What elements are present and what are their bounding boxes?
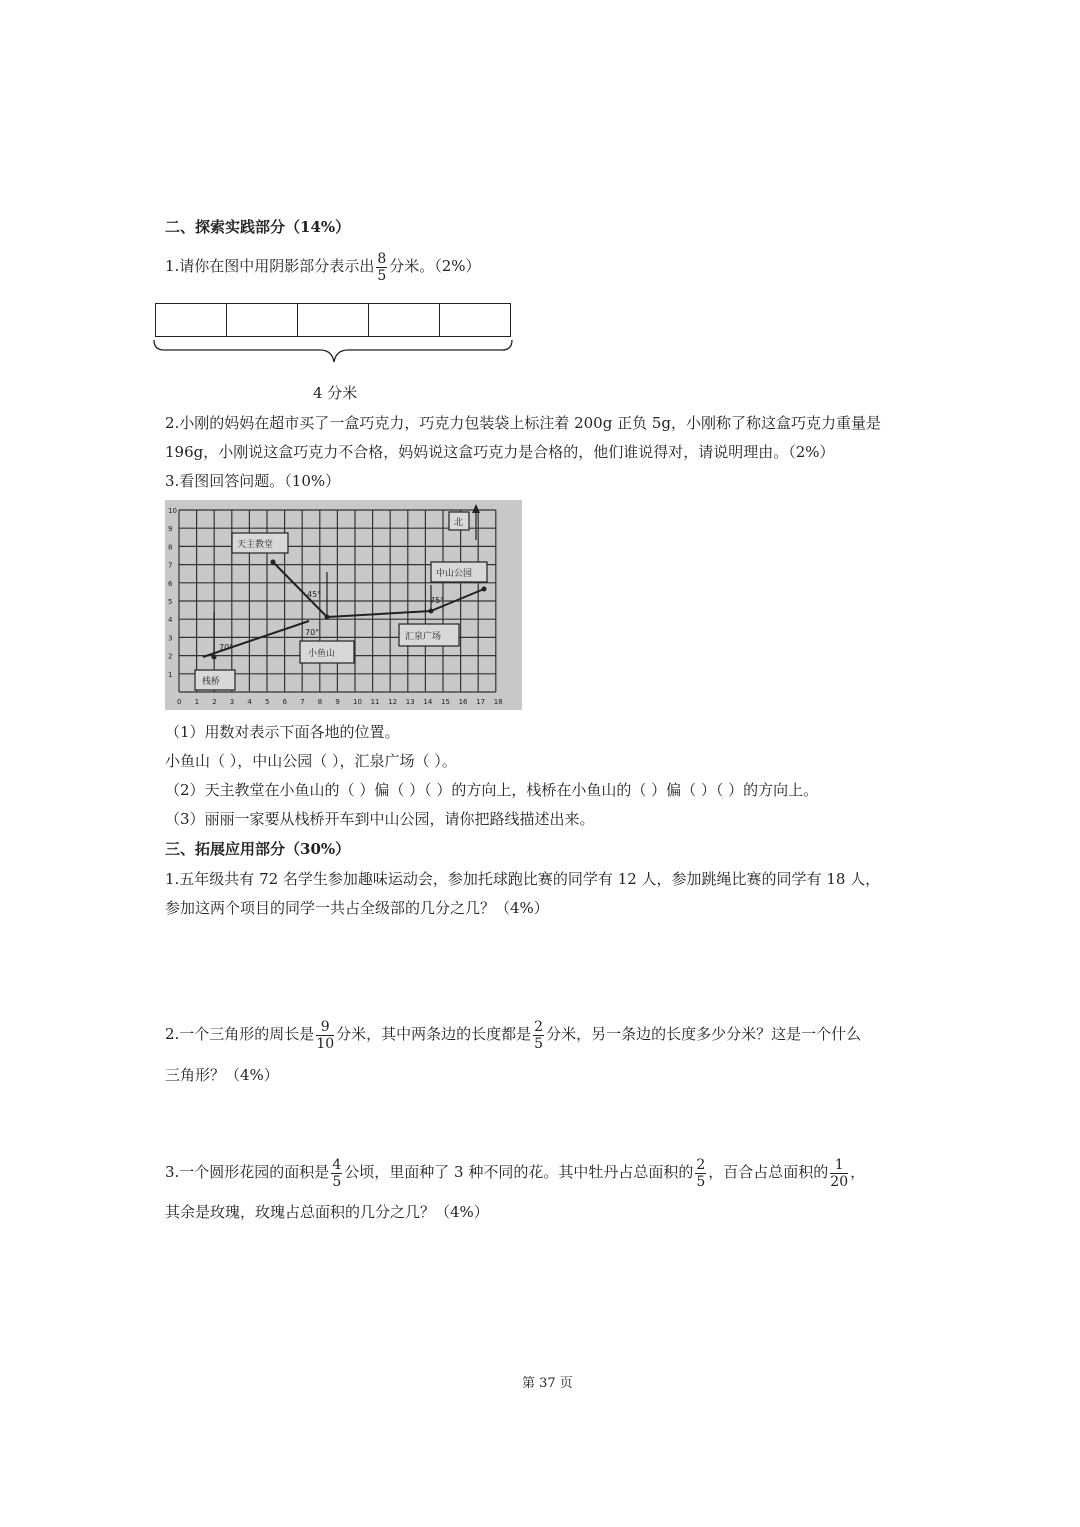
y-tick-label: 7 bbox=[168, 561, 173, 570]
y-tick-label: 6 bbox=[168, 579, 173, 588]
x-tick-label: 9 bbox=[335, 698, 340, 706]
section3-heading: 三、拓展应用部分（30%） bbox=[165, 840, 351, 858]
angle-label: 45° bbox=[307, 590, 322, 599]
s3-q2-p2: 分米，其中两条边的长度都是 bbox=[336, 1025, 532, 1043]
fraction-numerator: 1 bbox=[830, 1157, 848, 1174]
angle-label: 70° bbox=[219, 643, 234, 652]
place-tianzhu-church: 天主教堂 bbox=[237, 540, 274, 550]
strip-box[interactable] bbox=[298, 304, 369, 336]
s3-q3-p4: ， bbox=[850, 1163, 866, 1181]
map-grid-figure bbox=[165, 500, 522, 710]
s2-q1-prefix: 1.请你在图中用阴影部分表示出 bbox=[165, 257, 375, 275]
x-tick-label: 8 bbox=[317, 698, 323, 706]
fraction-1-20 bbox=[830, 1157, 848, 1190]
s3-q2-line2: 三角形？（4%） bbox=[165, 1066, 279, 1084]
x-tick-label: 2 bbox=[212, 698, 217, 706]
angle-label: 70° bbox=[305, 628, 320, 637]
x-tick-label: 16 bbox=[458, 698, 468, 706]
fraction-8-5 bbox=[376, 251, 387, 284]
x-tick-label: 14 bbox=[423, 698, 433, 706]
page-number: 第 37 页 bbox=[522, 1376, 573, 1391]
y-tick-label: 8 bbox=[168, 543, 173, 552]
fraction-4-5 bbox=[331, 1157, 342, 1190]
strip-box[interactable] bbox=[156, 304, 227, 336]
angle-label: 75° bbox=[430, 596, 445, 605]
fraction-2-5 bbox=[533, 1019, 544, 1052]
x-tick-label: 12 bbox=[388, 698, 398, 706]
s3-q1-line1: 1.五年级共有 72 名学生参加趣味运动会，参加托球跑比赛的同学有 12 人，参加跳绳比赛的同学有 18 人， bbox=[165, 870, 881, 888]
place-zhongshan-park: 中山公园 bbox=[436, 569, 473, 579]
s2-q3-title: 3.看图回答问题。（10%） bbox=[165, 472, 341, 490]
x-tick-label: 17 bbox=[476, 698, 486, 706]
place-xiaoyu-hill: 小鱼山 bbox=[308, 649, 336, 659]
place-huiquan-square: 汇泉广场 bbox=[405, 632, 442, 642]
s3-q3-line2: 其余是玫瑰，玫瑰占总面积的几分之几？（4%） bbox=[165, 1203, 489, 1221]
s3-q3-line1 bbox=[165, 1152, 865, 1192]
s3-q3-p3: ，百合占总面积的 bbox=[708, 1163, 829, 1181]
point-marker bbox=[212, 655, 217, 660]
x-tick-label: 6 bbox=[282, 698, 288, 706]
s2-q3-sub1: （1）用数对表示下面各地的位置。 bbox=[165, 723, 400, 741]
point-marker bbox=[325, 615, 330, 620]
s3-q3-p2: 公顷，里面种了 3 种不同的花。其中牡丹占总面积的 bbox=[344, 1163, 694, 1181]
y-tick-label: 9 bbox=[168, 525, 173, 534]
fraction-denominator: 5 bbox=[332, 1173, 342, 1190]
fraction-numerator: 2 bbox=[534, 1018, 544, 1035]
s2-q1-text bbox=[165, 246, 481, 286]
x-tick-label: 15 bbox=[441, 698, 450, 706]
strip-box[interactable] bbox=[227, 304, 298, 336]
x-tick-label: 10 bbox=[353, 698, 362, 706]
fraction-denominator: 5 bbox=[696, 1173, 706, 1190]
fraction-denominator: 10 bbox=[316, 1035, 335, 1052]
fraction-denominator: 20 bbox=[830, 1173, 849, 1190]
section2-heading: 二、探索实践部分（14%） bbox=[165, 218, 351, 236]
x-tick-label: 7 bbox=[300, 698, 305, 706]
s3-q3-p1: 3.一个圆形花园的面积是 bbox=[165, 1163, 330, 1181]
s3-q1-line2: 参加这两个项目的同学一共占全级部的几分之几？（4%） bbox=[165, 899, 549, 917]
strip-of-five-boxes[interactable] bbox=[155, 303, 511, 337]
fraction-denominator: 5 bbox=[534, 1035, 544, 1052]
s2-q2-line2: 196g，小刚说这盒巧克力不合格，妈妈说这盒巧克力是合格的，他们谁说得对，请说明理由。（2%） bbox=[165, 443, 835, 461]
y-tick-label: 5 bbox=[168, 598, 173, 606]
point-marker bbox=[482, 587, 487, 592]
x-tick-label: 13 bbox=[405, 698, 415, 706]
s2-q3-sub1-blanks: 小鱼山（ ），中山公园（ ），汇泉广场（ ）。 bbox=[165, 752, 457, 770]
fraction-numerator: 4 bbox=[332, 1156, 342, 1173]
x-tick-label: 4 bbox=[247, 698, 252, 706]
x-tick-label: 5 bbox=[265, 698, 270, 706]
strip-box[interactable] bbox=[440, 304, 510, 336]
fraction-numerator: 9 bbox=[316, 1019, 334, 1036]
point-marker bbox=[271, 560, 276, 565]
scale-label: 4 分米 bbox=[313, 384, 358, 402]
s3-q2-p1: 2.一个三角形的周长是 bbox=[165, 1025, 315, 1043]
place-zhanqiao-pier: 栈桥 bbox=[202, 677, 221, 687]
fraction-9-10 bbox=[316, 1019, 334, 1052]
fraction-denominator: 5 bbox=[377, 267, 387, 284]
x-tick-label: 0 bbox=[177, 698, 182, 706]
s2-q3-sub3: （3）丽丽一家要从栈桥开车到中山公园，请你把路线描述出来。 bbox=[165, 810, 595, 828]
x-tick-label: 3 bbox=[229, 698, 235, 706]
fraction-2-5 bbox=[695, 1157, 706, 1190]
y-tick-label: 1 bbox=[168, 670, 173, 679]
x-tick-label: 1 bbox=[194, 698, 200, 706]
point-marker bbox=[429, 609, 434, 614]
fraction-numerator: 2 bbox=[696, 1156, 706, 1173]
x-tick-label: 11 bbox=[370, 698, 380, 706]
s3-q2-line1 bbox=[165, 1014, 861, 1054]
x-tick-label: 18 bbox=[493, 698, 503, 706]
north-label: 北 bbox=[454, 518, 464, 528]
s2-q1-suffix: 分米。（2%） bbox=[389, 257, 481, 275]
brace-icon bbox=[150, 338, 516, 370]
fraction-numerator: 8 bbox=[377, 250, 387, 267]
s2-q3-sub2: （2）天主教堂在小鱼山的（ ）偏（ ）（ ）的方向上，栈桥在小鱼山的（ ）偏（ ）（ ）的方向上。 bbox=[165, 781, 819, 799]
y-tick-label: 4 bbox=[168, 616, 173, 625]
y-tick-label: 3 bbox=[168, 634, 173, 643]
y-tick-label: 10 bbox=[168, 507, 177, 515]
s3-q2-p3: 分米，另一条边的长度多少分米？这是一个什么 bbox=[546, 1025, 862, 1043]
strip-box[interactable] bbox=[369, 304, 440, 336]
y-tick-label: 2 bbox=[168, 652, 173, 661]
s2-q2-line1: 2.小刚的妈妈在超市买了一盒巧克力，巧克力包装袋上标注着 200g 正负 5g，小刚称了称这盒巧克力重量是 bbox=[165, 414, 881, 432]
